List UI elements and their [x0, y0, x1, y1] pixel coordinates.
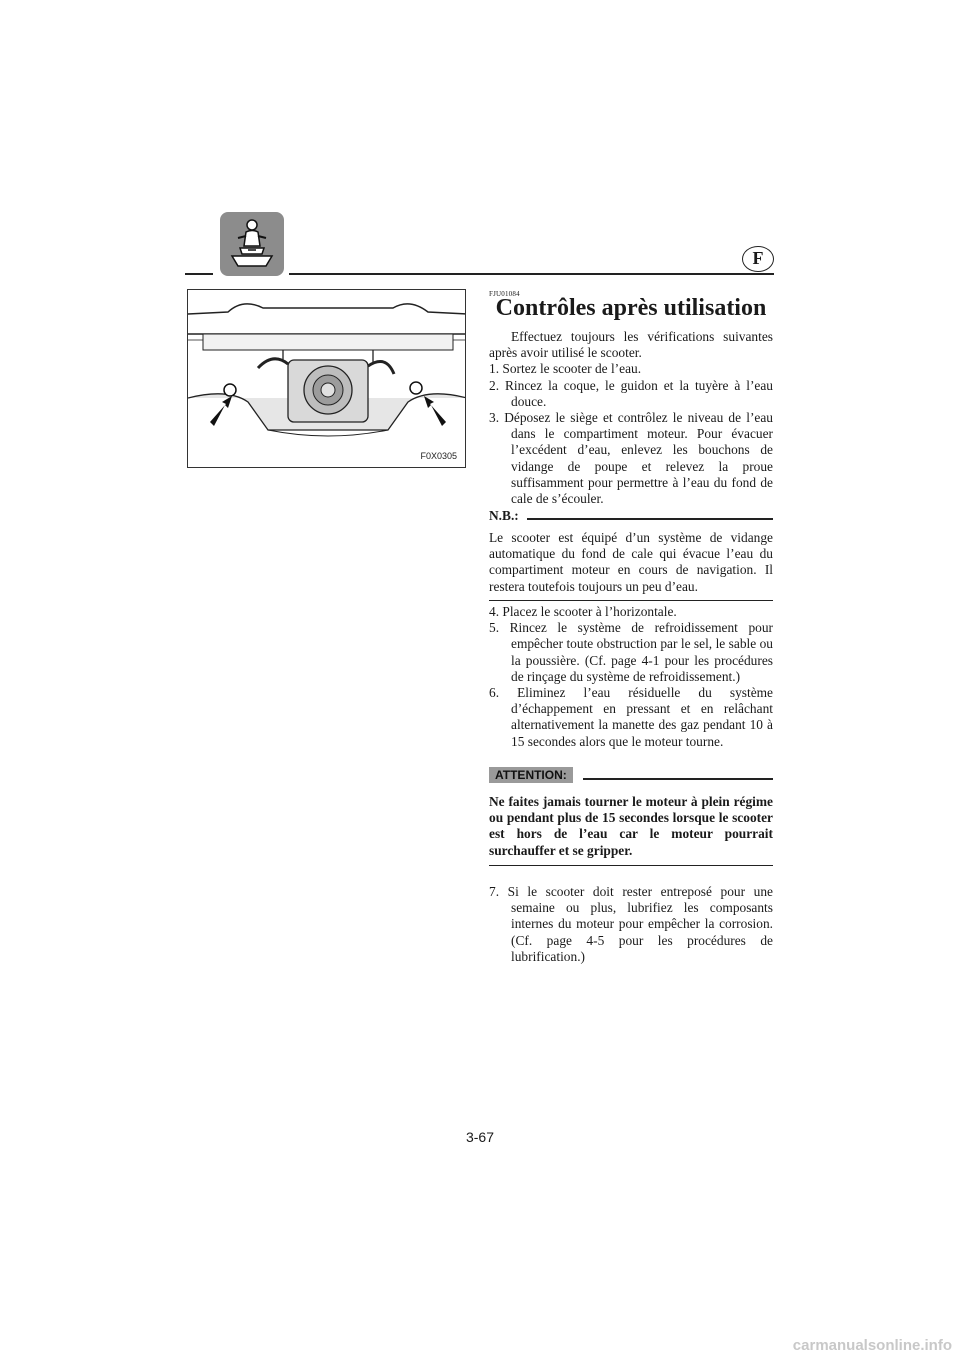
note-label: N.B.:: [489, 508, 519, 523]
steps-block-b: [489, 604, 773, 750]
list-item: 1. Sortez le scooter de l’eau.: [489, 361, 642, 377]
engine-compartment-figure: [187, 289, 466, 468]
list-item: 3. Déposez le siège et contrôlez le niveau de l’eau dans le compartiment moteur. Pour évacuer l’excédent d’eau, enlevez les bouchons de vidange de poupe et relevez la proue suffisamment pour permettre à l’eau du fond de cale de s’écouler.: [489, 410, 773, 507]
note-block: [489, 508, 773, 601]
note-header: [489, 508, 773, 524]
warning-header-rule: [583, 778, 773, 780]
steps-block-c: [489, 884, 773, 965]
note-header-rule: [527, 518, 773, 520]
page-number: 3-67: [465, 1129, 495, 1145]
jetski-rider-icon: [220, 212, 284, 276]
section-title: Contrôles après utilisation: [495, 295, 767, 321]
note-bottom-rule: [489, 600, 773, 602]
intro-paragraph: Effectuez toujours les vérifications suivantes après avoir utilisé le scooter.: [489, 329, 773, 361]
warning-label: ATTENTION:: [489, 767, 573, 783]
list-item: 6. Eliminez l’eau résiduelle du système d’échappement en pressant et en relâchant alternativement la manette des gaz pendant 10 à 15 secondes alors que le moteur tourne.: [489, 685, 773, 749]
header-rule-left: [185, 273, 213, 275]
list-item: 7. Si le scooter doit rester entreposé pour une semaine ou plus, lubrifiez les composants internes du moteur pour empêcher la corrosion. (Cf. page 4-5 pour les procédures de lubrification.): [489, 884, 773, 964]
header-rule-right: [289, 273, 774, 275]
warning-text: Ne faites jamais tourner le moteur à plein régime ou pendant plus de 15 secondes lorsque le scooter est hors de l’eau car le moteur pourrait surchauffer et se gripper.: [489, 794, 773, 858]
warning-block: [489, 767, 773, 866]
list-item: 2. Rincez la coque, le guidon et la tuyère à l’eau douce.: [489, 377, 773, 409]
figure-code: F0X0305: [420, 451, 457, 461]
list-item: 4. Placez le scooter à l’horizontale.: [489, 604, 677, 619]
intro-block: [489, 329, 773, 507]
section-ref-code: FJU01084: [489, 290, 520, 298]
language-badge: F: [742, 246, 774, 272]
note-text: Le scooter est équipé d’un système de vidange automatique du fond de cale qui évacue l’eau du compartiment moteur en cours de navigation. Il restera toutefois toujours un peu d’eau.: [489, 530, 773, 594]
warning-header: [489, 767, 773, 783]
list-item: 5. Rincez le système de refroidissement pour empêcher toute obstruction par le sel, le sable ou la poussière. (Cf. page 4-1 pour les procédures de rinçage du système de refroidissement.): [489, 620, 773, 684]
site-watermark: carmanualsonline.info: [792, 1337, 952, 1354]
warning-bottom-rule: [489, 865, 773, 867]
